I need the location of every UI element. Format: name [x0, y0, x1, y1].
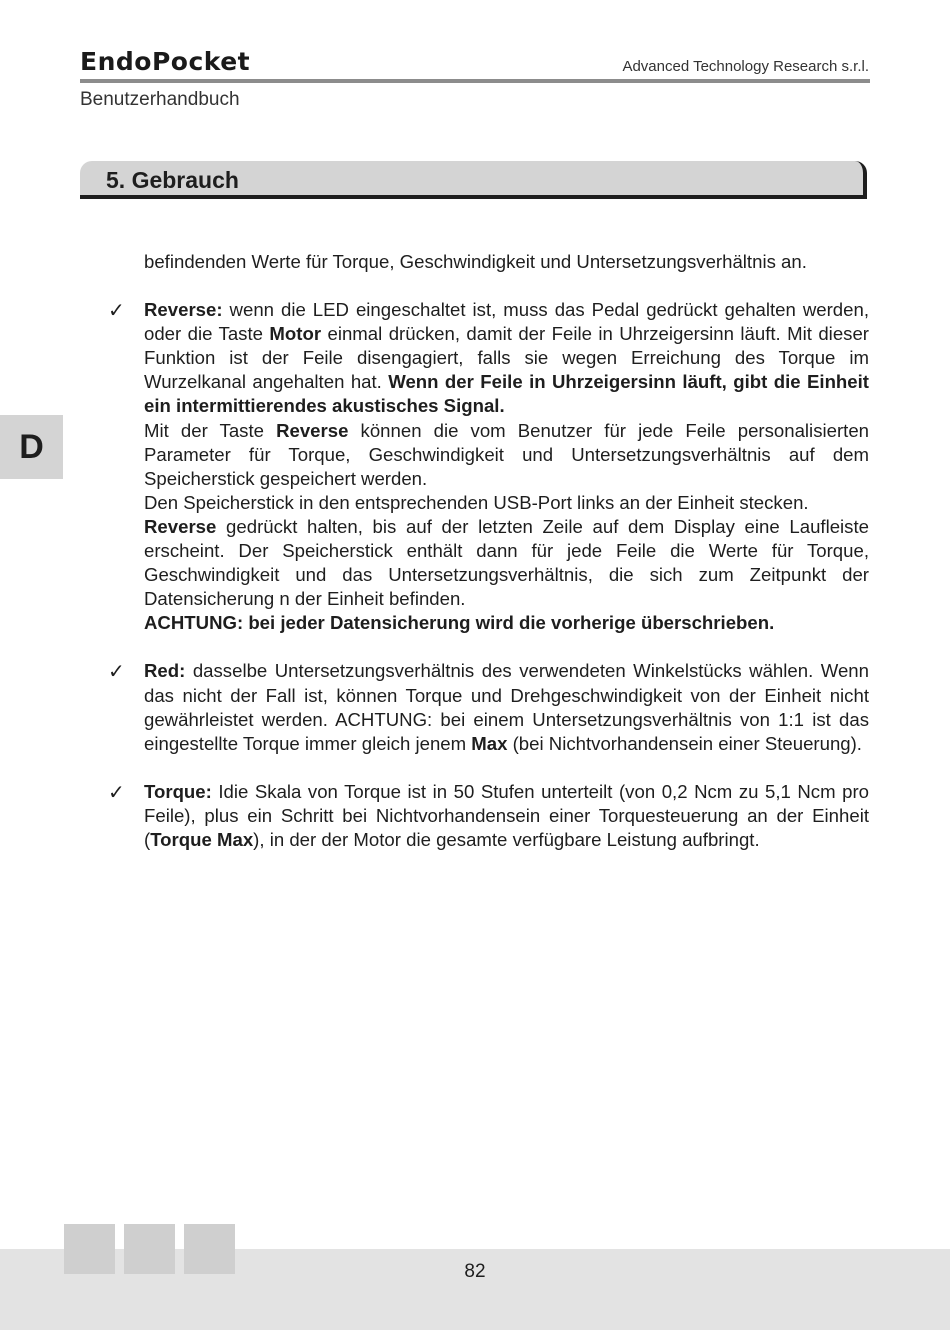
reverse-label: Reverse:: [144, 299, 223, 321]
red-paragraph: Red: dasselbe Untersetzungsverhältnis des verwendeten Winkelstücks wählen. Wenn das nicht der Fall ist, können Torque und Drehgeschwindigkeit von der Einheit nicht gewährleistet werden. ACHTUNG: bei einem Untersetzungsverhältnis von 1:1 ist das eingestellte Torque immer gleich jenem Max (bei Nichtvorhandensein einer Steuerung).: [144, 660, 869, 754]
document-subtitle: Benutzerhandbuch: [80, 89, 240, 110]
reverse-warning: Wenn der Feile in Uhrzeigersinn läuft, gibt die Einheit ein intermittierendes akustisches Signal.: [144, 371, 869, 417]
reverse-item: [108, 298, 869, 635]
body-content: [108, 250, 869, 852]
reverse-key: Reverse: [276, 419, 349, 441]
company-name: Advanced Technology Research s.r.l.: [622, 58, 869, 75]
torque-item: [108, 779, 869, 852]
torque-paragraph: Torque: Idie Skala von Torque ist in 50 Stufen unterteilt (von 0,2 Ncm zu 5,1 Ncm pro Feile), plus ein Schritt bei Nichtvorhandensein einer Torquesteuerung an der Einheit (Torque Max), in der der Motor die gesamte verfügbare Leistung aufbringt.: [144, 780, 869, 850]
max-key: Max: [471, 732, 508, 754]
torque-max-key: Torque Max: [150, 828, 254, 850]
reverse-key: Reverse: [144, 515, 217, 537]
checkmark-icon: ✓: [108, 659, 125, 684]
section-header-bar: [80, 161, 867, 199]
reverse-hold-paragraph: Reverse gedrückt halten, bis auf der letzten Zeile auf dem Display eine Laufleiste erscheint. Der Speicherstick enthält dann für jede Feile die Werte für Torque, Geschwindigkeit und das Untersetzungsverhältnis, die sich zum Zeitpunkt der Datensicherung n der Einheit befinden.: [144, 515, 869, 610]
checkmark-icon: ✓: [108, 779, 125, 804]
product-logo: EndoPocket: [80, 47, 251, 76]
intro-paragraph: befindenden Werte für Torque, Geschwindigkeit und Untersetzungsverhältnis an.: [144, 251, 807, 272]
language-tab-letter: D: [19, 427, 44, 466]
torque-label: Torque:: [144, 780, 212, 802]
header-rule: [80, 79, 870, 83]
checkmark-icon: ✓: [108, 298, 125, 323]
red-label: Red:: [144, 660, 186, 682]
language-tab: [0, 415, 63, 479]
red-item: [108, 659, 869, 755]
motor-key: Motor: [269, 323, 322, 345]
page-number: 82: [464, 1261, 486, 1282]
section-title: 5. Gebrauch: [106, 167, 239, 193]
reverse-save-paragraph: Mit der Taste Reverse können die vom Benutzer für jede Feile personalisierten Parameter für Torque, Geschwindigkeit und Untersetzungsverhältnis auf dem Speicherstick gespeichert werden.: [144, 419, 869, 489]
attention-note: ACHTUNG: bei jeder Datensicherung wird die vorherige überschrieben.: [144, 612, 775, 634]
usb-paragraph: Den Speicherstick in den entsprechenden USB-Port links an der Einheit stecken.: [144, 491, 809, 513]
reverse-paragraph: Reverse: wenn die LED eingeschaltet ist, muss das Pedal gedrückt gehalten werden, oder die Taste Motor einmal drücken, damit der Feile in Uhrzeigersinn läuft. Mit dieser Funktion ist der Feile disengagiert, falls sie wegen Erreichung des Torque im Wurzelkanal angehalten hat. Wenn der Feile in Uhrzeigersinn läuft, gibt die Einheit ein intermittierendes akustisches Signal.: [144, 299, 869, 417]
